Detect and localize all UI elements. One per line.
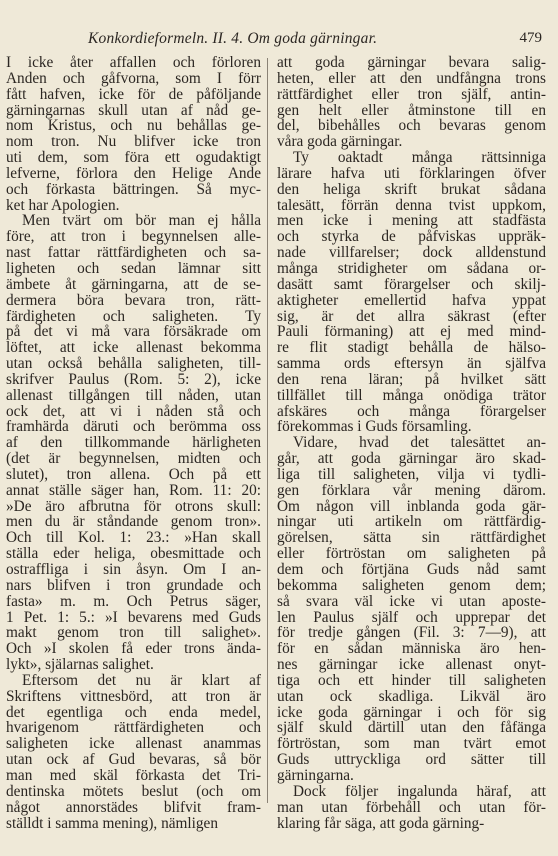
text-line: annat ställe säger han, Rom. 11: 20: <box>6 481 261 499</box>
text-line: rättfärdighet eller tron själf, antin- <box>277 85 546 103</box>
text-line: nom Kristus, och nu behållas ge- <box>6 117 261 135</box>
text-line: bekomma saligheten genom dem; <box>277 576 546 594</box>
text-line: utan också behålla saligheten, till- <box>6 355 261 373</box>
text-line: ostraffliga i sin åsyn. Om I an- <box>6 561 261 578</box>
text-line: många stridigheter om sådana or- <box>277 259 546 277</box>
text-line: Och »I skolen få eder trons ända- <box>6 640 261 658</box>
text-line: gen helt eller åtminstone till en <box>277 101 546 119</box>
text-line: icke goda gärningar i och för sig <box>277 703 546 721</box>
text-line: Men tvärt om bör man ej hålla <box>22 212 261 230</box>
text-line: Och till Kol. 1: 23.: »Han skall <box>6 529 261 547</box>
text-line: för tredje gången (Fil. 3: 7—9), att <box>277 624 546 642</box>
text-line: Guds uttryckliga ord sätter till <box>277 751 546 769</box>
text-line: afskäres och många förargelser <box>277 402 546 420</box>
text-line: går, att goda gärningar äro skad- <box>277 450 546 468</box>
text-line: tillfället till många onödiga trätor <box>277 386 546 404</box>
text-line: dentinska mötets beslut (och om <box>6 782 261 800</box>
text-line: heten, eller att den undfångna trons <box>277 69 546 87</box>
text-line: lefverne, förlora den Helige Ande <box>6 164 261 182</box>
text-line: man med skäl förkasta det Tri- <box>6 766 261 784</box>
text-line: aktigheter emellertid hafva yppat <box>277 291 546 309</box>
text-line: ligheten och sedan lämnar sitt <box>6 259 261 277</box>
text-line: Eftersom det nu är klart af <box>22 671 261 689</box>
text-line: slutet), tron allena. Och på ett <box>6 465 261 483</box>
text-line: gärningarna. <box>277 766 354 784</box>
text-line: hvarigenom rättfärdigheten och <box>6 719 261 737</box>
text-line: del, bibehålles och bevaras genom <box>277 117 546 135</box>
text-line: uti dem, som föra ett ogudaktigt <box>6 149 261 167</box>
text-line: ket har Apologien. <box>6 196 120 214</box>
text-line: att goda gärningar bevara salig- <box>277 54 546 71</box>
text-line: af den tillkommande härligheten <box>6 434 261 452</box>
text-line: re flit stadigt behålla de hälso- <box>277 339 546 357</box>
text-line: framhärda däruti och berömma oss <box>6 418 261 436</box>
text-line: gen förklara vår mening därom. <box>277 481 546 499</box>
text-line: Pauli förmaning) att ej med mind- <box>277 323 546 341</box>
text-line: lykt», själarnas salighet. <box>6 656 154 674</box>
text-line: före, att tron i begynnelsen alle- <box>6 228 261 246</box>
text-line: utan ock skadliga. Likväl äro <box>277 687 546 705</box>
text-line: man utan förbehåll och utan för- <box>277 798 546 816</box>
text-line: ställa eder heliga, obesmittade och <box>6 545 261 563</box>
text-line: ock det, att vi i nåden stå och <box>6 402 261 420</box>
column-divider <box>267 58 268 803</box>
text-line: »De äro afbrutna för otrons skull: <box>6 497 261 515</box>
text-line: den heliga skrift brukat sådana <box>277 180 546 198</box>
text-line: det egentliga och enda medel, <box>6 703 261 721</box>
text-line: så svara väl icke vi utan aposte- <box>277 592 546 610</box>
text-line: dasätt samt förargelser och skilj- <box>277 275 546 293</box>
text-line: fasta» m. m. Och Petrus säger, <box>6 592 261 610</box>
text-line: sig, är det allra säkrast (efter <box>277 307 546 325</box>
text-line: len Paulus själf och upprepar det <box>277 608 546 626</box>
text-line: makt genom tron till salighet». <box>6 624 261 642</box>
text-line: dem och förtjäna Guds nåd samt <box>277 561 546 578</box>
text-line: Vidare, hvad det talesättet an- <box>293 434 546 452</box>
running-header <box>8 30 544 52</box>
text-line: förekommas i Guds församling. <box>277 418 472 436</box>
text-line: talesätt, förrän denna tvist uppkom, <box>277 196 546 214</box>
text-line: nast fattar rättfärdigheten och sa- <box>6 244 261 262</box>
text-line: löftet, att icke allenast bekomma <box>6 339 261 357</box>
text-line: lärare hafva uti förklaringen öfver <box>277 164 546 182</box>
text-line: förtröstan, som man tvärt emot <box>277 735 546 753</box>
text-line: men du är ståndande genom tron». <box>6 513 261 531</box>
left-text-column <box>6 55 261 831</box>
text-line: skrifver Paulus (Rom. 5: 2), icke <box>6 370 261 388</box>
text-line: Anden och gåfvorna, som I förr <box>6 69 261 87</box>
text-line: nom tron. Nu blifver icke tron <box>6 133 261 151</box>
text-line: och styrka de påfviskas uppräk- <box>277 228 546 246</box>
text-line: Dock följer ingalunda häraf, att <box>293 782 546 800</box>
right-text-column <box>277 55 546 831</box>
text-line: själf skuld därtill utan den fåfänga <box>277 719 546 737</box>
text-line: I icke åter affallen och förloren <box>6 54 261 71</box>
text-line: våra goda gärningar. <box>277 133 403 151</box>
text-line: men icke i mening att stadfästa <box>277 212 546 230</box>
text-line: på det vi må vara försäkrade om <box>6 323 261 341</box>
text-line: ställdt i samma mening), nämligen <box>6 814 218 832</box>
page-number: 479 <box>519 30 542 46</box>
text-line: färdigheten och saligheten. Ty <box>6 307 261 325</box>
text-line: nade villfarelser; dock alldenstund <box>277 244 546 262</box>
text-line: ningar uti artikeln om rättfärdig- <box>277 513 546 531</box>
text-line: nars blifven i tron grundade och <box>6 576 261 594</box>
text-line: och förkasta bättringen. Så myc- <box>6 180 261 198</box>
text-line: görelsen, sätta sin rättfärdighet <box>277 529 546 547</box>
text-line: (det är begynnelsen, midten och <box>6 450 261 468</box>
text-line: fått hafven, icke för de påföljande <box>6 85 261 103</box>
text-line: klaring får säga, att goda gärning- <box>277 814 485 832</box>
text-line: Skriftens vittnesbörd, att tron är <box>6 687 261 705</box>
text-line: utan ock af Gud bevaras, så bör <box>6 751 261 769</box>
text-line: Om någon vill inblanda goda gär- <box>277 497 546 515</box>
text-line: något annorstädes blifvit fram- <box>6 798 261 816</box>
text-line: gärningarnas skull utan af nåd ge- <box>6 101 261 119</box>
text-line: samma ords eftersyn än själfva <box>277 355 546 373</box>
text-line: 1 Pet. 1: 5.: »I bevarens med Guds <box>6 608 261 626</box>
text-line: tiga och ett hinder till saligheten <box>277 671 546 689</box>
text-line: liga till saligheten, vilja vi tydli- <box>277 465 546 483</box>
text-line: eller förtröstan om saligheten på <box>277 545 546 563</box>
text-line: ämbete åt gärningarna, att de se- <box>6 275 261 293</box>
text-line: den rena läran; på hvilket sätt <box>277 370 546 388</box>
running-header-title: Konkordieformeln. II. 4. Om goda gärningar. <box>88 30 378 47</box>
text-line: saligheten icke allenast anammas <box>6 735 261 753</box>
text-line: nes gärningar icke allenast onyt- <box>277 656 546 674</box>
text-line: allenast tillgången till nåden, utan <box>6 386 261 404</box>
text-line: dermera böra bevara tron, rätt- <box>6 291 261 309</box>
text-line: Ty oaktadt många rättsinniga <box>293 149 546 167</box>
text-line: för en sådan människa äro hen- <box>277 640 546 658</box>
